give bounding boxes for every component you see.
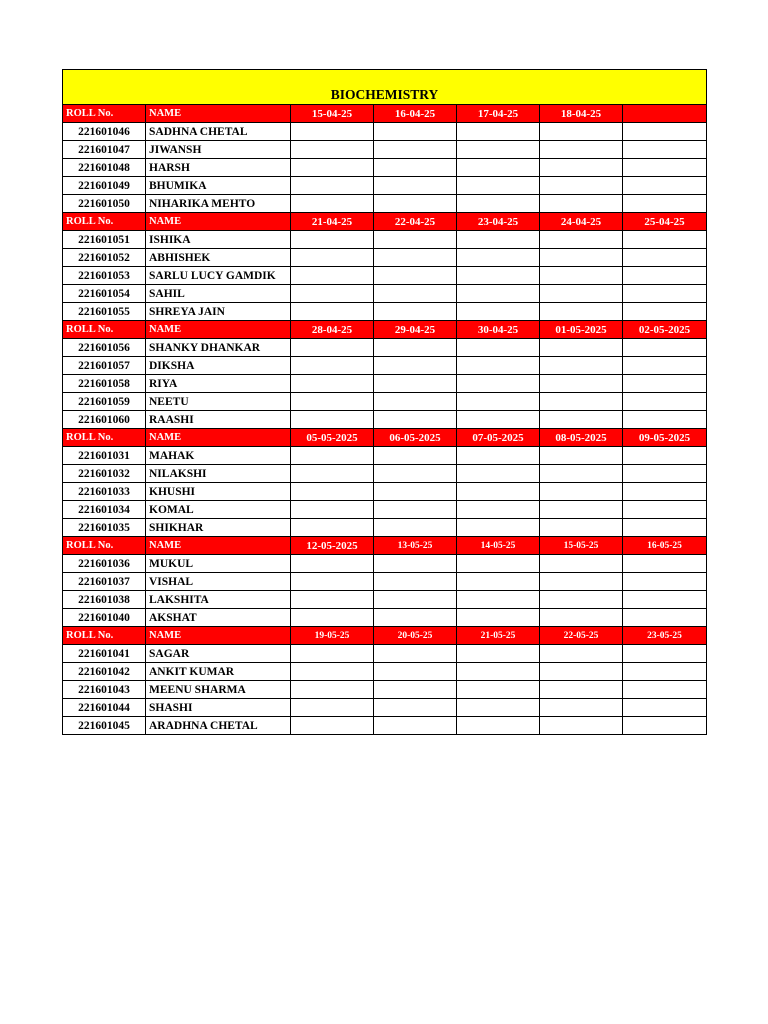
roll-header: ROLL No. [63,537,146,555]
student-name: ABHISHEK [146,249,291,267]
attendance-cell[interactable] [457,339,540,357]
date-header: 15-05-25 [540,537,623,555]
roll-number: 221601051 [63,231,146,249]
date-header: 23-05-25 [623,627,707,645]
attendance-cell[interactable] [540,141,623,159]
attendance-cell[interactable] [291,285,374,303]
student-row [63,681,707,699]
attendance-cell[interactable] [623,411,707,429]
attendance-cell[interactable] [291,501,374,519]
attendance-cell[interactable] [540,501,623,519]
student-row [63,501,707,519]
student-name: MEENU SHARMA [146,681,291,699]
attendance-cell[interactable] [291,357,374,375]
student-name: HARSH [146,159,291,177]
attendance-cell[interactable] [374,249,457,267]
attendance-cell[interactable] [374,465,457,483]
date-header: 02-05-2025 [623,321,707,339]
attendance-cell[interactable] [291,249,374,267]
date-header: 08-05-2025 [540,429,623,447]
attendance-cell[interactable] [623,231,707,249]
attendance-cell[interactable] [540,285,623,303]
student-row [63,159,707,177]
attendance-cell[interactable] [457,195,540,213]
date-header: 15-04-25 [291,105,374,123]
attendance-cell[interactable] [374,231,457,249]
attendance-cell[interactable] [374,267,457,285]
attendance-cell[interactable] [291,195,374,213]
attendance-cell[interactable] [623,177,707,195]
attendance-cell[interactable] [540,645,623,663]
student-row [63,123,707,141]
attendance-cell[interactable] [540,159,623,177]
student-row [63,249,707,267]
attendance-cell[interactable] [540,591,623,609]
roll-header: ROLL No. [63,105,146,123]
attendance-cell[interactable] [457,231,540,249]
roll-number: 221601037 [63,573,146,591]
student-row [63,393,707,411]
attendance-cell[interactable] [374,555,457,573]
attendance-cell[interactable] [291,231,374,249]
attendance-cell[interactable] [540,231,623,249]
attendance-cell[interactable] [291,483,374,501]
roll-header: ROLL No. [63,213,146,231]
attendance-cell[interactable] [623,501,707,519]
roll-header: ROLL No. [63,321,146,339]
student-name: RIYA [146,375,291,393]
attendance-cell[interactable] [623,303,707,321]
attendance-sheet [62,69,707,735]
roll-number: 221601035 [63,519,146,537]
attendance-cell[interactable] [623,681,707,699]
attendance-cell[interactable] [457,303,540,321]
date-header: 12-05-2025 [291,537,374,555]
date-header: 23-04-25 [457,213,540,231]
attendance-cell[interactable] [291,609,374,627]
student-row [63,645,707,663]
student-name: ARADHNA CHETAL [146,717,291,735]
attendance-cell[interactable] [623,519,707,537]
roll-number: 221601049 [63,177,146,195]
attendance-cell[interactable] [540,573,623,591]
attendance-cell[interactable] [623,141,707,159]
roll-number: 221601050 [63,195,146,213]
name-header: NAME [146,627,291,645]
attendance-cell[interactable] [457,411,540,429]
attendance-cell[interactable] [374,123,457,141]
roll-number: 221601042 [63,663,146,681]
student-row [63,663,707,681]
date-header-row [63,429,707,447]
attendance-cell[interactable] [374,501,457,519]
attendance-cell[interactable] [291,123,374,141]
attendance-cell[interactable] [374,159,457,177]
date-header: 09-05-2025 [623,429,707,447]
attendance-cell[interactable] [540,339,623,357]
roll-number: 221601057 [63,357,146,375]
date-header: 19-05-25 [291,627,374,645]
date-header: 30-04-25 [457,321,540,339]
attendance-cell[interactable] [540,195,623,213]
student-name: DIKSHA [146,357,291,375]
student-name: NEETU [146,393,291,411]
student-name: MUKUL [146,555,291,573]
attendance-cell[interactable] [374,519,457,537]
student-row [63,195,707,213]
attendance-cell[interactable] [291,465,374,483]
attendance-cell[interactable] [457,573,540,591]
attendance-cell[interactable] [374,357,457,375]
attendance-cell[interactable] [540,465,623,483]
roll-number: 221601036 [63,555,146,573]
attendance-cell[interactable] [623,717,707,735]
student-name: NIHARIKA MEHTO [146,195,291,213]
student-row [63,339,707,357]
student-row [63,303,707,321]
attendance-cell[interactable] [374,609,457,627]
attendance-cell[interactable] [623,339,707,357]
attendance-cell[interactable] [374,663,457,681]
student-row [63,267,707,285]
date-header: 05-05-2025 [291,429,374,447]
student-name: JIWANSH [146,141,291,159]
attendance-cell[interactable] [623,465,707,483]
student-row [63,465,707,483]
attendance-cell[interactable] [457,483,540,501]
attendance-cell[interactable] [540,609,623,627]
name-header: NAME [146,213,291,231]
attendance-cell[interactable] [457,285,540,303]
attendance-cell[interactable] [291,591,374,609]
attendance-cell[interactable] [623,375,707,393]
student-row [63,447,707,465]
attendance-cell[interactable] [623,591,707,609]
attendance-cell[interactable] [457,447,540,465]
attendance-cell[interactable] [374,375,457,393]
attendance-cell[interactable] [623,195,707,213]
attendance-cell[interactable] [540,663,623,681]
attendance-cell[interactable] [374,141,457,159]
student-row [63,357,707,375]
student-name: SHASHI [146,699,291,717]
attendance-cell[interactable] [457,663,540,681]
roll-number: 221601056 [63,339,146,357]
attendance-cell[interactable] [623,249,707,267]
attendance-cell[interactable] [457,609,540,627]
student-row [63,177,707,195]
student-row [63,483,707,501]
attendance-cell[interactable] [540,555,623,573]
attendance-cell[interactable] [457,501,540,519]
date-header: 29-04-25 [374,321,457,339]
date-header-row [63,627,707,645]
attendance-cell[interactable] [623,609,707,627]
attendance-cell[interactable] [291,717,374,735]
sheet-title: BIOCHEMISTRY [63,70,707,105]
attendance-cell[interactable] [291,699,374,717]
roll-number: 221601053 [63,267,146,285]
date-header: 07-05-2025 [457,429,540,447]
date-header [623,105,707,123]
date-header: 17-04-25 [457,105,540,123]
student-name: LAKSHITA [146,591,291,609]
attendance-cell[interactable] [457,681,540,699]
roll-number: 221601047 [63,141,146,159]
attendance-cell[interactable] [291,663,374,681]
attendance-cell[interactable] [540,249,623,267]
attendance-cell[interactable] [623,285,707,303]
roll-number: 221601059 [63,393,146,411]
roll-number: 221601038 [63,591,146,609]
roll-number: 221601055 [63,303,146,321]
attendance-cell[interactable] [374,339,457,357]
name-header: NAME [146,321,291,339]
attendance-cell[interactable] [291,645,374,663]
student-name: SARLU LUCY GAMDIK [146,267,291,285]
roll-number: 221601041 [63,645,146,663]
date-header: 13-05-25 [374,537,457,555]
roll-number: 221601040 [63,609,146,627]
attendance-cell[interactable] [457,393,540,411]
student-row [63,231,707,249]
student-row [63,141,707,159]
student-name: NILAKSHI [146,465,291,483]
attendance-cell[interactable] [374,573,457,591]
roll-number: 221601043 [63,681,146,699]
attendance-cell[interactable] [540,447,623,465]
student-row [63,519,707,537]
attendance-cell[interactable] [540,303,623,321]
attendance-cell[interactable] [374,285,457,303]
roll-number: 221601033 [63,483,146,501]
student-name: VISHAL [146,573,291,591]
attendance-cell[interactable] [457,519,540,537]
roll-number: 221601060 [63,411,146,429]
attendance-cell[interactable] [291,519,374,537]
name-header: NAME [146,429,291,447]
attendance-cell[interactable] [374,177,457,195]
roll-header: ROLL No. [63,429,146,447]
attendance-cell[interactable] [540,357,623,375]
attendance-cell[interactable] [291,303,374,321]
attendance-cell[interactable] [540,123,623,141]
attendance-cell[interactable] [291,411,374,429]
attendance-cell[interactable] [374,699,457,717]
roll-number: 221601054 [63,285,146,303]
attendance-cell[interactable] [623,447,707,465]
student-row [63,717,707,735]
date-header: 22-04-25 [374,213,457,231]
date-header-row [63,321,707,339]
student-name: SHREYA JAIN [146,303,291,321]
attendance-cell[interactable] [540,681,623,699]
date-header: 25-04-25 [623,213,707,231]
student-name: AKSHAT [146,609,291,627]
attendance-cell[interactable] [374,447,457,465]
student-row [63,609,707,627]
attendance-cell[interactable] [457,123,540,141]
student-row [63,375,707,393]
student-row [63,573,707,591]
name-header: NAME [146,537,291,555]
student-row [63,699,707,717]
student-row [63,411,707,429]
roll-number: 221601046 [63,123,146,141]
date-header: 21-05-25 [457,627,540,645]
date-header-row [63,537,707,555]
attendance-cell[interactable] [374,303,457,321]
attendance-cell[interactable] [374,717,457,735]
attendance-cell[interactable] [374,645,457,663]
student-name: KOMAL [146,501,291,519]
attendance-cell[interactable] [374,483,457,501]
roll-number: 221601045 [63,717,146,735]
attendance-cell[interactable] [457,141,540,159]
student-name: SHIKHAR [146,519,291,537]
attendance-cell[interactable] [540,267,623,285]
roll-number: 221601048 [63,159,146,177]
attendance-cell[interactable] [540,177,623,195]
attendance-cell[interactable] [457,357,540,375]
roll-number: 221601031 [63,447,146,465]
attendance-cell[interactable] [623,267,707,285]
date-header: 21-04-25 [291,213,374,231]
attendance-cell[interactable] [291,159,374,177]
roll-number: 221601032 [63,465,146,483]
attendance-cell[interactable] [457,591,540,609]
attendance-cell[interactable] [291,573,374,591]
student-row [63,555,707,573]
attendance-cell[interactable] [291,267,374,285]
attendance-cell[interactable] [623,573,707,591]
roll-number: 221601052 [63,249,146,267]
attendance-cell[interactable] [457,177,540,195]
student-row [63,285,707,303]
roll-number: 221601044 [63,699,146,717]
attendance-cell[interactable] [374,411,457,429]
attendance-cell[interactable] [291,681,374,699]
attendance-cell[interactable] [457,159,540,177]
student-name: ISHIKA [146,231,291,249]
attendance-cell[interactable] [540,411,623,429]
attendance-cell[interactable] [623,645,707,663]
attendance-cell[interactable] [457,555,540,573]
date-header-row [63,105,707,123]
attendance-cell[interactable] [623,393,707,411]
attendance-cell[interactable] [291,141,374,159]
date-header: 28-04-25 [291,321,374,339]
attendance-cell[interactable] [540,717,623,735]
attendance-cell[interactable] [291,393,374,411]
date-header: 18-04-25 [540,105,623,123]
date-header: 16-05-25 [623,537,707,555]
student-name: BHUMIKA [146,177,291,195]
attendance-cell[interactable] [291,177,374,195]
attendance-cell[interactable] [623,663,707,681]
date-header: 20-05-25 [374,627,457,645]
attendance-cell[interactable] [623,159,707,177]
attendance-cell[interactable] [291,339,374,357]
attendance-cell[interactable] [540,483,623,501]
attendance-cell[interactable] [623,357,707,375]
student-name: SHANKY DHANKAR [146,339,291,357]
date-header: 24-04-25 [540,213,623,231]
attendance-cell[interactable] [457,717,540,735]
student-name: RAASHI [146,411,291,429]
attendance-cell[interactable] [623,699,707,717]
student-name: KHUSHI [146,483,291,501]
attendance-cell[interactable] [623,123,707,141]
attendance-cell[interactable] [291,375,374,393]
student-name: SAGAR [146,645,291,663]
attendance-cell[interactable] [457,267,540,285]
attendance-cell[interactable] [374,195,457,213]
attendance-cell[interactable] [374,591,457,609]
student-name: ANKIT KUMAR [146,663,291,681]
student-name: SADHNA CHETAL [146,123,291,141]
attendance-cell[interactable] [540,699,623,717]
date-header: 16-04-25 [374,105,457,123]
roll-number: 221601034 [63,501,146,519]
attendance-cell[interactable] [291,555,374,573]
student-row [63,591,707,609]
attendance-cell[interactable] [457,645,540,663]
date-header: 22-05-25 [540,627,623,645]
date-header-row [63,213,707,231]
attendance-cell[interactable] [623,555,707,573]
attendance-cell[interactable] [374,681,457,699]
student-name: MAHAK [146,447,291,465]
student-name: SAHIL [146,285,291,303]
attendance-cell[interactable] [540,393,623,411]
date-header: 14-05-25 [457,537,540,555]
roll-header: ROLL No. [63,627,146,645]
attendance-cell[interactable] [291,447,374,465]
attendance-cell[interactable] [540,375,623,393]
attendance-cell[interactable] [374,393,457,411]
attendance-cell[interactable] [457,249,540,267]
attendance-cell[interactable] [623,483,707,501]
name-header: NAME [146,105,291,123]
attendance-cell[interactable] [540,519,623,537]
date-header: 06-05-2025 [374,429,457,447]
attendance-cell[interactable] [457,699,540,717]
attendance-cell[interactable] [457,375,540,393]
date-header: 01-05-2025 [540,321,623,339]
attendance-cell[interactable] [457,465,540,483]
roll-number: 221601058 [63,375,146,393]
